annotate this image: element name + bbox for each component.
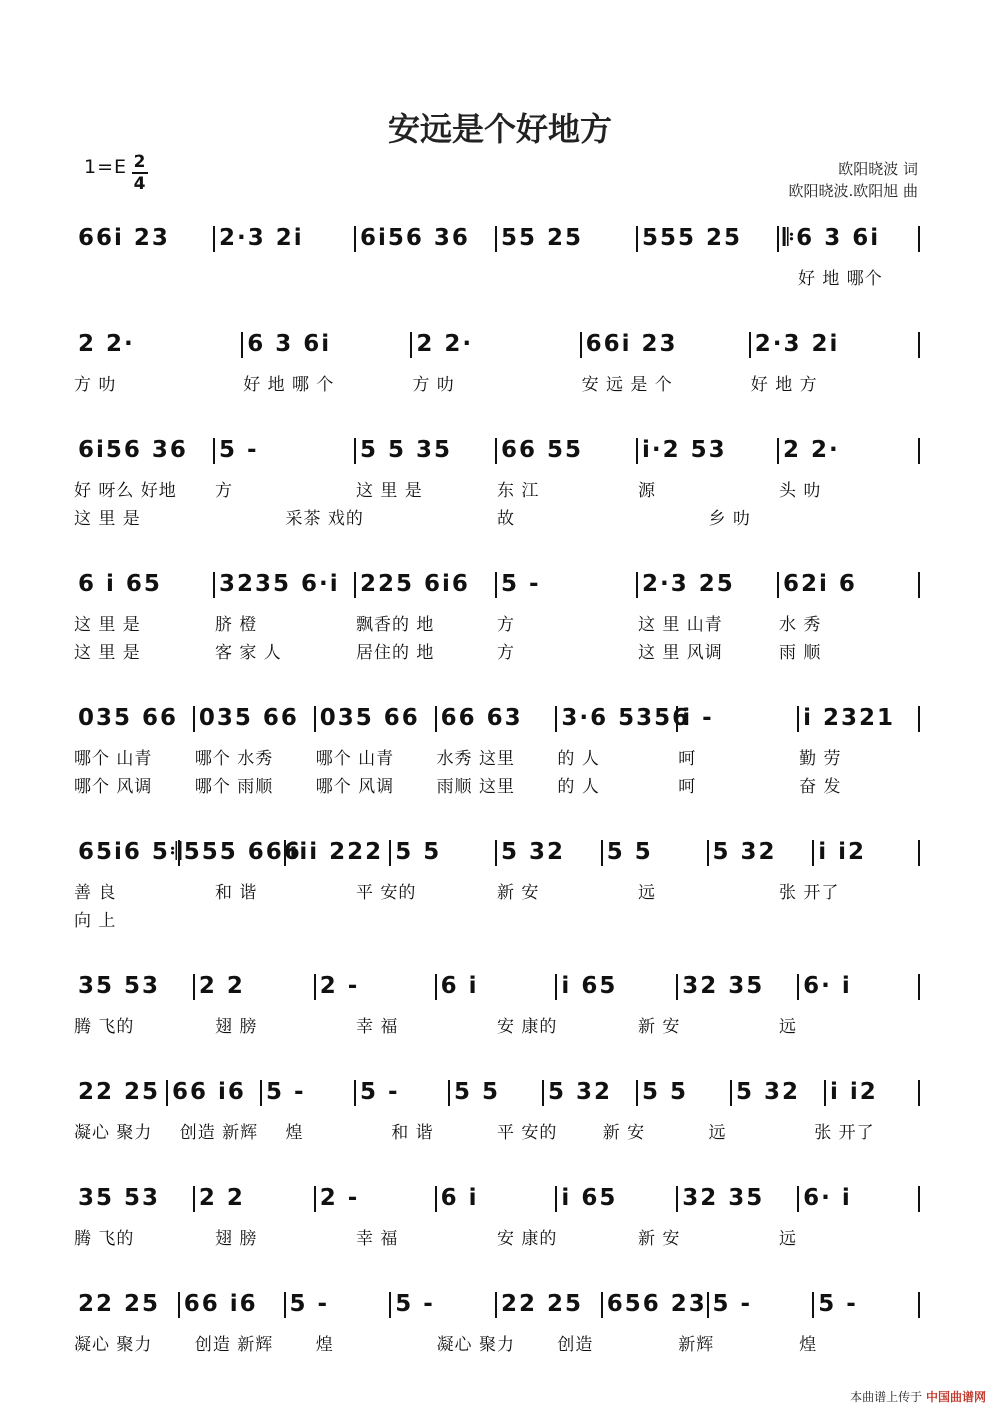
lyric-line <box>0 476 1000 500</box>
lyric-word: 凝心 聚力 <box>436 1335 515 1355</box>
bar-line <box>812 840 814 866</box>
lyric-word: 翅 膀 <box>215 1229 258 1249</box>
staff-row <box>0 698 1000 828</box>
measure: 5 32 <box>501 839 566 865</box>
bar-line <box>241 332 243 358</box>
measure: iii 222 <box>289 839 384 865</box>
bar-line <box>918 332 920 358</box>
lyric-word: 安 康的 <box>497 1229 558 1249</box>
bar-line <box>601 1292 603 1318</box>
measure: i i2 <box>818 839 867 865</box>
lyric-word: 腾 飞的 <box>74 1017 135 1037</box>
lyric-word: 雨 顺 <box>779 643 822 663</box>
bar-line <box>193 1186 195 1212</box>
lyric-line <box>0 610 1000 634</box>
bar-line <box>314 974 316 1000</box>
key-label: 1=E <box>84 156 128 178</box>
measure: 656 23 <box>606 1291 707 1317</box>
bar-line <box>918 226 920 252</box>
measure: 22 25 <box>78 1291 161 1317</box>
lyric-word: 奋 发 <box>799 777 842 797</box>
lyric-word: 这 里 是 <box>74 615 141 635</box>
bar-line <box>389 1292 391 1318</box>
upload-footer <box>850 1388 986 1405</box>
lyric-word: 这 里 山青 <box>638 615 723 635</box>
bar-line <box>178 1292 180 1318</box>
bar-line <box>777 572 779 598</box>
lyric-line <box>0 772 1000 796</box>
lyric-word: 远 <box>638 883 656 903</box>
bar-line <box>354 572 356 598</box>
bar-line <box>555 1186 557 1212</box>
bar-line <box>193 706 195 732</box>
lyric-word: 方 <box>215 481 233 501</box>
bar-line <box>730 1080 732 1106</box>
time-signature <box>132 152 148 194</box>
bar-line <box>389 840 391 866</box>
lyric-line <box>0 1330 1000 1354</box>
measure-line <box>0 1178 1000 1218</box>
measure: i 65 <box>561 973 618 999</box>
measure-line <box>0 698 1000 738</box>
bar-line <box>193 974 195 1000</box>
bar-line <box>601 840 603 866</box>
bar-line <box>777 226 779 252</box>
lyric-word: 远 <box>779 1017 797 1037</box>
bar-line <box>555 706 557 732</box>
bar-line <box>918 438 920 464</box>
lyric-word: 采茶 戏的 <box>285 509 364 529</box>
measure-line <box>0 1284 1000 1324</box>
measure: 35 53 <box>78 1185 161 1211</box>
lyric-word: 呵 <box>678 749 697 769</box>
lyric-word: 煌 <box>285 1123 304 1143</box>
lyric-word: 翅 膀 <box>215 1017 258 1037</box>
lyric-word: 哪个 山青 <box>315 749 395 769</box>
lyric-line <box>0 878 1000 902</box>
measure: 6· i <box>803 973 852 999</box>
lyric-word: 雨顺 这里 <box>436 777 515 797</box>
bar-line <box>354 1080 356 1106</box>
lyric-word: 张 开了 <box>779 883 840 903</box>
lyric-word: 煌 <box>315 1335 334 1355</box>
time-num: 2 <box>133 152 147 172</box>
bar-line <box>749 332 751 358</box>
measure-line <box>0 430 1000 470</box>
measure: 55 25 <box>501 225 584 251</box>
measure: 5 - <box>395 1291 435 1317</box>
lyric-line <box>0 264 1000 288</box>
measure: 2 2 <box>198 1185 245 1211</box>
bar-line <box>354 438 356 464</box>
bar-line <box>676 974 678 1000</box>
bar-line <box>636 1080 638 1106</box>
lyric-word: 这 里 是 <box>74 509 141 529</box>
measure: 5 5 <box>606 839 653 865</box>
measure: 6 i <box>440 1185 479 1211</box>
lyric-word: 腾 飞的 <box>74 1229 135 1249</box>
measure: 6i56 36 <box>360 225 470 251</box>
measure: 035 66 <box>319 705 420 731</box>
bar-line <box>213 572 215 598</box>
measure: 225 6i6 <box>360 571 470 597</box>
measure: 2 2· <box>416 331 474 357</box>
lyric-line <box>0 744 1000 768</box>
bar-line <box>918 974 920 1000</box>
bar-line <box>495 226 497 252</box>
measure: 5 - <box>266 1079 306 1105</box>
measure: 2 2· <box>783 437 840 463</box>
bar-line <box>260 1080 262 1106</box>
measure: 5 - <box>712 1291 753 1317</box>
lyric-word: 凝心 聚力 <box>74 1123 153 1143</box>
footer-site: 中国曲谱网 <box>925 1390 986 1404</box>
lyric-word: 远 <box>779 1229 797 1249</box>
bar-line <box>580 332 582 358</box>
measure: 2·3 25 <box>642 571 735 597</box>
measure: 2·3 2i <box>219 225 304 251</box>
lyric-word: 平 安的 <box>356 883 417 903</box>
bar-line <box>178 840 180 866</box>
lyricist-credit: 欧阳晓波 词 <box>838 160 918 178</box>
lyric-word: 好 地 方 <box>750 375 818 395</box>
bar-line <box>918 572 920 598</box>
key-signature <box>84 152 147 194</box>
lyric-word: 客 家 人 <box>215 643 282 663</box>
measure: i - <box>682 705 714 731</box>
lyric-word: 方 <box>497 615 515 635</box>
measure: 2·3 2i <box>754 331 840 357</box>
bar-line <box>707 840 709 866</box>
measure: 𝄆6 3 6i <box>783 225 881 251</box>
lyric-word: 和 谐 <box>391 1123 434 1143</box>
lyric-word: 哪个 雨顺 <box>194 777 274 797</box>
measure-line <box>0 324 1000 364</box>
lyric-word: 勤 劳 <box>799 749 842 769</box>
lyric-word: 新 安 <box>638 1229 681 1249</box>
lyric-word: 水 秀 <box>779 615 822 635</box>
lyric-word: 故 <box>497 509 515 529</box>
lyric-word: 的 人 <box>557 749 600 769</box>
bar-line <box>918 840 920 866</box>
lyric-word: 好 地 哪个 <box>798 269 883 289</box>
bar-line <box>213 438 215 464</box>
lyric-word: 方 叻 <box>412 375 455 395</box>
measure: 66 63 <box>440 705 523 731</box>
bar-line <box>284 1292 286 1318</box>
bar-line <box>707 1292 709 1318</box>
lyric-word: 张 开了 <box>814 1123 875 1143</box>
bar-line <box>777 438 779 464</box>
measure: 5 32 <box>712 839 777 865</box>
lyric-line <box>0 504 1000 528</box>
bar-line <box>410 332 412 358</box>
lyric-word: 方 <box>497 643 515 663</box>
lyric-word: 新 安 <box>638 1017 681 1037</box>
lyric-word: 的 人 <box>557 777 600 797</box>
bar-line <box>918 1186 920 1212</box>
measure-line <box>0 1072 1000 1112</box>
measure: 3235 6·i <box>219 571 340 597</box>
lyric-word: 幸 福 <box>356 1229 399 1249</box>
bar-line <box>797 706 799 732</box>
lyric-word: 水秀 这里 <box>436 749 515 769</box>
lyric-word: 源 <box>638 481 656 501</box>
measure: 32 35 <box>682 973 765 999</box>
measure: i 65 <box>561 1185 618 1211</box>
measure: 2 - <box>319 973 360 999</box>
lyric-word: 幸 福 <box>356 1017 399 1037</box>
measure: 035 66 <box>78 705 179 731</box>
measure-line <box>0 832 1000 872</box>
lyric-word: 煌 <box>799 1335 818 1355</box>
bar-line <box>676 706 678 732</box>
measure: 5 - <box>501 571 541 597</box>
bar-line <box>354 226 356 252</box>
lyric-word: 新 安 <box>497 883 540 903</box>
lyric-word: 好 地 哪 个 <box>243 375 335 395</box>
lyric-line <box>0 370 1000 394</box>
lyric-word: 和 谐 <box>215 883 258 903</box>
staff-row <box>0 832 1000 962</box>
lyric-line <box>0 1224 1000 1248</box>
lyric-word: 创造 <box>557 1335 594 1355</box>
measure: i 2321 <box>803 705 896 731</box>
lyric-word: 安 远 是 个 <box>581 375 673 395</box>
measure: 62i 6 <box>783 571 857 597</box>
lyric-line <box>0 906 1000 930</box>
lyric-word: 方 叻 <box>74 375 117 395</box>
lyric-word: 向 上 <box>74 911 117 931</box>
bar-line <box>448 1080 450 1106</box>
measure: 65i6 5𝄇 <box>78 839 184 865</box>
staff-row <box>0 430 1000 560</box>
lyric-line <box>0 1012 1000 1036</box>
lyric-word: 这 里 是 <box>356 481 423 501</box>
lyric-word: 哪个 风调 <box>315 777 395 797</box>
bar-line <box>166 1080 168 1106</box>
lyric-word: 居住的 地 <box>356 643 435 663</box>
bar-line <box>797 1186 799 1212</box>
measure: 6 3 6i <box>247 331 332 357</box>
bar-line <box>314 1186 316 1212</box>
credits <box>788 158 918 202</box>
bar-line <box>555 974 557 1000</box>
measure: 32 35 <box>682 1185 765 1211</box>
measure: 66 i6 <box>172 1079 246 1105</box>
measure: 5 32 <box>548 1079 613 1105</box>
measure: 66i 23 <box>585 331 678 357</box>
bar-line <box>676 1186 678 1212</box>
lyric-line <box>0 1118 1000 1142</box>
measure: 3·6 5356 <box>561 705 691 731</box>
measure: 5 - <box>289 1291 330 1317</box>
measure: 5 - <box>219 437 259 463</box>
lyric-line <box>0 638 1000 662</box>
measure: 2 2 <box>198 973 245 999</box>
lyric-word: 安 康的 <box>497 1017 558 1037</box>
lyric-word: 脐 橙 <box>215 615 258 635</box>
measure: 6· i <box>803 1185 852 1211</box>
bar-line <box>213 226 215 252</box>
measure: 5 - <box>818 1291 858 1317</box>
measure: 35 53 <box>78 973 161 999</box>
bar-line <box>918 1292 920 1318</box>
composer-credit: 欧阳晓波.欧阳旭 曲 <box>788 182 918 200</box>
bar-line <box>918 1080 920 1106</box>
measure: i·2 53 <box>642 437 727 463</box>
measure: 5 5 <box>642 1079 689 1105</box>
time-den: 4 <box>133 174 147 194</box>
measure: 555 666 <box>183 839 302 865</box>
measure: 6 i <box>440 973 479 999</box>
bar-line <box>314 706 316 732</box>
measure: 5 5 35 <box>360 437 453 463</box>
lyric-word: 平 安的 <box>497 1123 558 1143</box>
bar-line <box>636 226 638 252</box>
measure: i i2 <box>830 1079 878 1105</box>
lyric-word: 这 里 是 <box>74 643 141 663</box>
lyric-word: 凝心 聚力 <box>74 1335 153 1355</box>
bar-line <box>435 974 437 1000</box>
measure: 555 25 <box>642 225 743 251</box>
lyric-word: 乡 叻 <box>708 509 751 529</box>
score-title: 安远是个好地方 <box>387 110 612 148</box>
measure: 6 i 65 <box>78 571 162 597</box>
measure: 2 2· <box>78 331 135 357</box>
measure: 5 32 <box>736 1079 801 1105</box>
bar-line <box>435 706 437 732</box>
lyric-word: 新辉 <box>678 1335 715 1355</box>
measure: 66 55 <box>501 437 584 463</box>
bar-line <box>636 438 638 464</box>
measure: 66i 23 <box>78 225 170 251</box>
measure: 6i56 36 <box>78 437 188 463</box>
measure-line <box>0 564 1000 604</box>
bar-line <box>824 1080 826 1106</box>
bar-line <box>495 438 497 464</box>
lyric-word: 头 叻 <box>779 481 822 501</box>
bar-line <box>918 706 920 732</box>
footer-text: 本曲谱上传于 <box>850 1390 923 1404</box>
lyric-word: 创造 新辉 <box>179 1123 259 1143</box>
measure: 66 i6 <box>183 1291 258 1317</box>
lyric-word: 哪个 水秀 <box>194 749 274 769</box>
bar-line <box>812 1292 814 1318</box>
measure: 035 66 <box>198 705 299 731</box>
measure: 5 5 <box>454 1079 501 1105</box>
measure: 5 5 <box>395 839 442 865</box>
measure: 2 - <box>319 1185 360 1211</box>
lyric-word: 呵 <box>678 777 697 797</box>
measure: 22 25 <box>78 1079 161 1105</box>
bar-line <box>495 840 497 866</box>
lyric-word: 哪个 山青 <box>74 749 153 769</box>
bar-line <box>636 572 638 598</box>
bar-line <box>495 572 497 598</box>
measure-line <box>0 966 1000 1006</box>
staff-row <box>0 564 1000 694</box>
lyric-word: 好 呀么 好地 <box>74 481 177 501</box>
lyric-word: 远 <box>708 1123 727 1143</box>
bar-line <box>797 974 799 1000</box>
measure: 5 - <box>360 1079 400 1105</box>
lyric-word: 新 安 <box>602 1123 646 1143</box>
lyric-word: 善 良 <box>74 883 117 903</box>
bar-line <box>542 1080 544 1106</box>
bar-line <box>495 1292 497 1318</box>
lyric-word: 这 里 风调 <box>638 643 723 663</box>
bar-line <box>435 1186 437 1212</box>
measure-line <box>0 218 1000 258</box>
bar-line <box>284 840 286 866</box>
lyric-word: 东 江 <box>497 481 540 501</box>
lyric-word: 哪个 风调 <box>74 777 153 797</box>
lyric-word: 创造 新辉 <box>194 1335 274 1355</box>
lyric-word: 飘香的 地 <box>356 615 435 635</box>
measure: 22 25 <box>501 1291 584 1317</box>
